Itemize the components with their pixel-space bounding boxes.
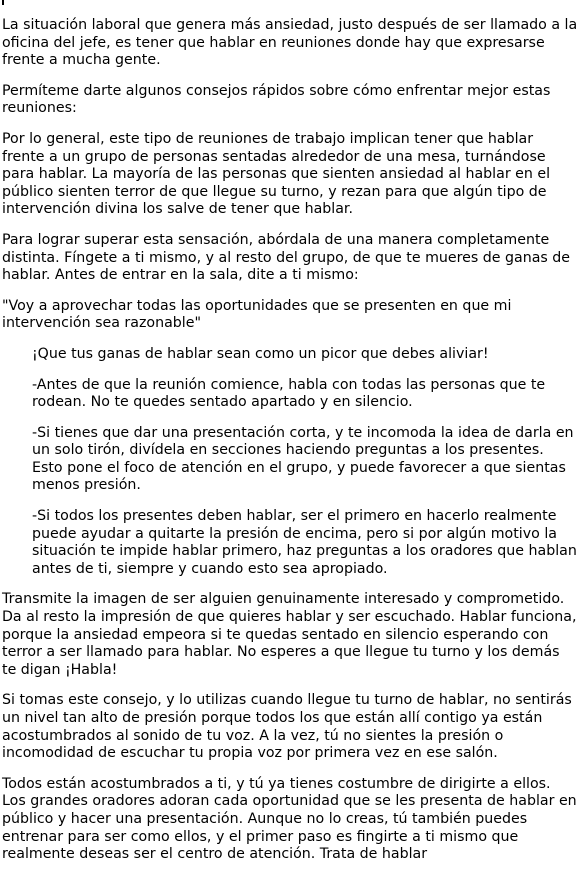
paragraph-intro: La situación laboral que genera más ansiedad, justo después de ser llamado a la oficina del jefe, es tener que hablar en reuniones donde hay que expresarse frente a mucha gente. <box>2 17 578 69</box>
paragraph-quote: "Voy a aprovechar todas las oportunidades que se presenten en que mi intervención sea razonable" <box>2 297 512 332</box>
paragraph-orators: Todos están acostumbrados a ti, y tú ya tienes costumbre de dirigirte a ellos. Los grandes oradores adoran cada oportunidad que se les presenta de hablar en público y hacer una presentación. Aunque no lo creas, tú también puedes entrenar para ser como ellos, y el primer paso es fingirte a ti mismo que realmente deseas ser el centro de atención. Trata de hablar <box>2 775 577 863</box>
paragraph-advice-intro: Permíteme darte algunos consejos rápidos sobre cómo enfrentar mejor estas reuniones: <box>2 82 551 117</box>
paragraph-indented-presentation: -Si tienes que dar una presentación corta, y te incomoda la idea de darla en un solo tirón, divídela en secciones haciendo preguntas a los presentes. Esto pone el foco de atención en el grupo, y puede favorecer a que sientas menos presión. <box>32 424 574 494</box>
page-edge-mark <box>2 0 4 5</box>
paragraph-indented-before: -Antes de que la reunión comience, habla con todas las personas que te rodean. No te quedes sentado apartado y en silencio. <box>32 376 546 411</box>
paragraph-indented-first: -Si todos los presentes deben hablar, ser el primero en hacerlo realmente puede ayudar a quitarte la presión de encima, pero si por algún motivo la situación te impide hablar primero, haz preguntas a los oradores que hablan antes de ti, siempre y cuando esto sea apropiado. <box>32 508 577 577</box>
paragraph-overcome: Para lograr superar esta sensación, abórdala de una manera completamente distinta. Fíngete a ti mismo, y al resto del grupo, de que te mueres de ganas de hablar. Antes de entrar en la sala, dite a ti mismo: <box>2 231 571 284</box>
document-body <box>0 17 580 877</box>
paragraph-meetings: Por lo general, este tipo de reuniones de trabajo implican tener que hablar frente a un grupo de personas sentadas alrededor de una mesa, turnándose para hablar. La mayoría de las personas que sienten ansiedad al hablar en el público sienten terror de que llegue su turno, y rezan para que algún tipo de intervención divina los salve de tener que hablar. <box>2 130 551 218</box>
paragraph-indented-itch: ¡Que tus ganas de hablar sean como un picor que debes aliviar! <box>32 345 489 362</box>
paragraph-advice: Si tomas este consejo, y lo utilizas cuando llegue tu turno de hablar, no sentirás un nivel tan alto de presión porque todos los que están allí contigo ya están acostumbrados al sonido de tu voz. A la vez, tú no sientes la presión o incomodidad de escuchar tu propia voz por primera vez en ese salón. <box>2 692 572 762</box>
paragraph-image: Transmite la imagen de ser alguien genuinamente interesado y comprometido. Da al resto la impresión de que quieres hablar y ser escuchado. Hablar funciona, porque la ansiedad empeora si te quedas sentado en silencio esperando con terror a ser llamado para hablar. No esperes a que llegue tu turno y los demás te digan ¡Habla! <box>2 591 577 678</box>
